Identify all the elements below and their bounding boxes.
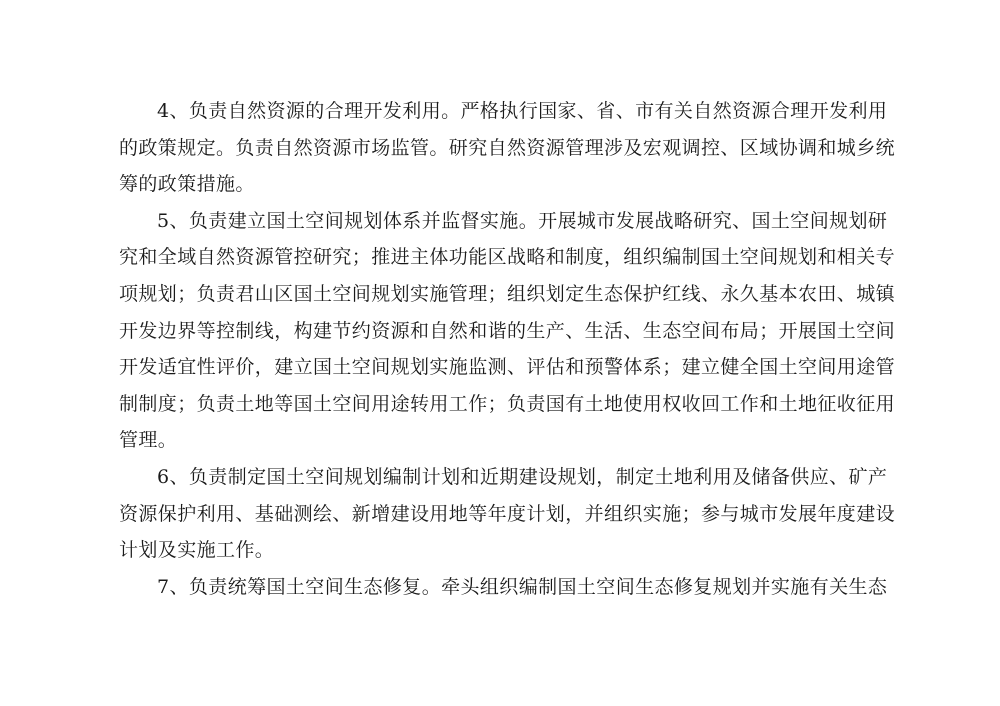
paragraph-4-line-2: 的政策规定。负责自然资源市场监管。研究自然资源管理涉及宏观调控、区域协调和城乡统 xyxy=(119,136,896,159)
paragraph-6-line-3: 计划及实施工作。 xyxy=(119,539,275,562)
paragraph-6-line-1: 6、负责制定国土空间规划编制计划和近期建设规划，制定土地利用及储备供应、矿产 xyxy=(157,465,888,488)
paragraph-4-line-1: 4、负责自然资源的合理开发利用。严格执行国家、省、市有关自然资源合理开发利用 xyxy=(157,100,888,122)
paragraph-5-line-7: 管理。 xyxy=(119,429,178,452)
paragraph-6-line-2: 资源保护利用、基础测绘、新增建设用地等年度计划，并组织实施；参与城市发展年度建设 xyxy=(119,502,896,525)
document-body xyxy=(119,93,896,605)
paragraph-5-line-6: 制制度；负责土地等国土空间用途转用工作；负责国有土地使用权收回工作和土地征收征用 xyxy=(119,392,896,415)
paragraph-5-line-5: 开发适宜性评价，建立国土空间规划实施监测、评估和预警体系；建立健全国土空间用途管 xyxy=(119,356,896,379)
paragraph-5-line-3: 项规划；负责君山区国土空间规划实施管理；组织划定生态保护红线、永久基本农田、城镇 xyxy=(119,282,896,305)
paragraph-5-line-2: 究和全域自然资源管控研究；推进主体功能区战略和制度，组织编制国土空间规划和相关专 xyxy=(119,246,896,269)
paragraph-4-line-3: 筹的政策措施。 xyxy=(119,173,255,196)
paragraph-5-line-1: 5、负责建立国土空间规划体系并监督实施。开展城市发展战略研究、国土空间规划研 xyxy=(157,209,888,232)
paragraph-5-line-4: 开发边界等控制线，构建节约资源和自然和谐的生产、生活、生态空间布局；开展国土空间 xyxy=(119,319,896,342)
paragraph-7-line-1: 7、负责统筹国土空间生态修复。牵头组织编制国土空间生态修复规划并实施有关生态 xyxy=(157,575,888,598)
